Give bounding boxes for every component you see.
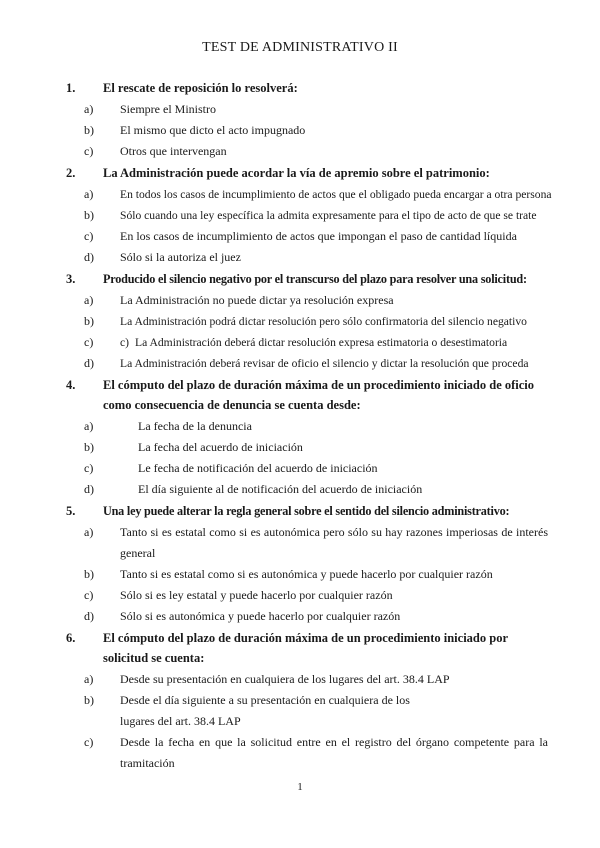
option-letter: d) <box>84 482 94 496</box>
option-text: Desde su presentación en cualquiera de los lugares del art. 38.4 LAP <box>120 672 450 686</box>
answer-option <box>66 479 548 500</box>
option-text: Sólo cuando una ley específica la admita expresamente para el tipo de acto de que se trate <box>120 209 537 222</box>
question-number: 3. <box>66 272 76 286</box>
question-4 <box>66 375 548 415</box>
question-3 <box>66 269 548 289</box>
option-letter: b) <box>84 693 94 707</box>
answer-option <box>66 353 548 374</box>
option-letter: b) <box>84 567 94 581</box>
option-text: La Administración deberá revisar de oficio el silencio y dictar la resolución que proceda <box>120 357 529 370</box>
answer-option <box>66 606 548 627</box>
option-letter: d) <box>84 609 94 623</box>
option-text: En los casos de incumplimiento de actos que impongan el paso de cantidad líquida <box>120 229 517 243</box>
option-prefix: c) <box>120 336 130 349</box>
option-text: La Administración podrá dictar resolución pero sólo confirmatoria del silencio negativo <box>120 315 527 328</box>
answer-option <box>66 690 548 732</box>
question-text: La Administración puede acordar la vía de apremio sobre el patrimonio: <box>103 166 490 180</box>
option-text: Sólo si es autonómica y puede hacerlo por cualquier razón <box>120 609 401 623</box>
option-text: Tanto si es estatal como si es autonómica pero sólo su hay razones imperiosas de interés general <box>120 525 548 560</box>
answer-option <box>66 226 548 247</box>
question-text: Producido el silencio negativo por el transcurso del plazo para resolver una solicitud: <box>103 272 527 286</box>
answer-option <box>66 458 548 479</box>
answer-option <box>66 416 548 437</box>
page-number: 1 <box>297 781 303 793</box>
option-text: La fecha de la denuncia <box>138 419 252 433</box>
answer-option <box>66 120 548 141</box>
question-number: 2. <box>66 166 76 180</box>
option-letter: b) <box>84 208 94 222</box>
option-letter: c) <box>84 461 94 475</box>
answer-option <box>66 669 548 690</box>
option-letter: c) <box>84 335 94 349</box>
option-letter: a) <box>84 672 94 686</box>
question-1 <box>66 78 548 98</box>
option-letter: c) <box>84 229 94 243</box>
option-text: La fecha del acuerdo de iniciación <box>138 440 303 454</box>
option-text: Tanto si es estatal como si es autonómica y puede hacerlo por cualquier razón <box>120 567 493 581</box>
page-title: TEST DE ADMINISTRATIVO II <box>202 40 398 55</box>
question-list <box>66 78 552 774</box>
question-text: El cómputo del plazo de duración máxima de un procedimiento iniciado de oficio como consecuencia de denuncia se cuenta desde: <box>103 378 535 412</box>
answer-option <box>66 290 548 311</box>
option-text: Desde la fecha en que la solicitud entre en el registro del órgano competente para la tramitación <box>120 735 548 770</box>
answer-option <box>66 585 548 606</box>
option-letter: c) <box>84 735 94 749</box>
answer-option <box>66 332 548 353</box>
option-letter: b) <box>84 440 94 454</box>
question-number: 1. <box>66 81 76 95</box>
answer-option <box>66 184 552 205</box>
option-letter: a) <box>84 102 94 116</box>
answer-option <box>66 732 548 774</box>
question-text: El rescate de reposición lo resolverá: <box>103 81 298 95</box>
answer-option <box>66 564 548 585</box>
option-letter: a) <box>84 293 94 307</box>
question-2 <box>66 163 548 183</box>
answer-option <box>66 522 548 564</box>
option-letter: c) <box>84 588 94 602</box>
question-6 <box>66 628 548 668</box>
option-text: Sólo si la autoriza el juez <box>120 250 241 264</box>
option-letter: a) <box>84 419 94 433</box>
question-number: 6. <box>66 631 76 645</box>
option-letter: a) <box>84 525 94 539</box>
question-text: El cómputo del plazo de duración máxima de un procedimiento iniciado por solicitud se cuenta: <box>103 631 508 665</box>
answer-option <box>66 437 548 458</box>
option-letter: b) <box>84 314 94 328</box>
option-text: Siempre el Ministro <box>120 102 216 116</box>
question-number: 4. <box>66 378 76 392</box>
option-text: Le fecha de notificación del acuerdo de iniciación <box>138 461 378 475</box>
option-text: El día siguiente al de notificación del acuerdo de iniciación <box>138 482 423 496</box>
option-text: La Administración no puede dictar ya resolución expresa <box>120 293 394 307</box>
option-text: En todos los casos de incumplimiento de actos que el obligado pueda encargar a otra persona <box>120 188 552 201</box>
question-text: Una ley puede alterar la regla general sobre el sentido del silencio administrativo: <box>103 504 510 518</box>
option-letter: d) <box>84 250 94 264</box>
answer-option <box>66 141 548 162</box>
answer-option <box>66 311 548 332</box>
option-letter: b) <box>84 123 94 137</box>
option-letter: d) <box>84 356 94 370</box>
option-text: Desde el día siguiente a su presentación en cualquiera de los lugares del art. 38.4 LAP <box>120 693 410 728</box>
option-text: El mismo que dicto el acto impugnado <box>120 123 306 137</box>
answer-option <box>66 205 548 226</box>
question-number: 5. <box>66 504 76 518</box>
option-text: La Administración deberá dictar resolución expresa estimatoria o desestimatoria <box>135 336 508 349</box>
option-text: Otros que intervengan <box>120 144 227 158</box>
option-letter: c) <box>84 144 94 158</box>
option-letter: a) <box>84 187 94 201</box>
question-5 <box>66 501 548 521</box>
answer-option <box>66 247 548 268</box>
option-text: Sólo si es ley estatal y puede hacerlo por cualquier razón <box>120 588 393 602</box>
answer-option <box>66 99 548 120</box>
